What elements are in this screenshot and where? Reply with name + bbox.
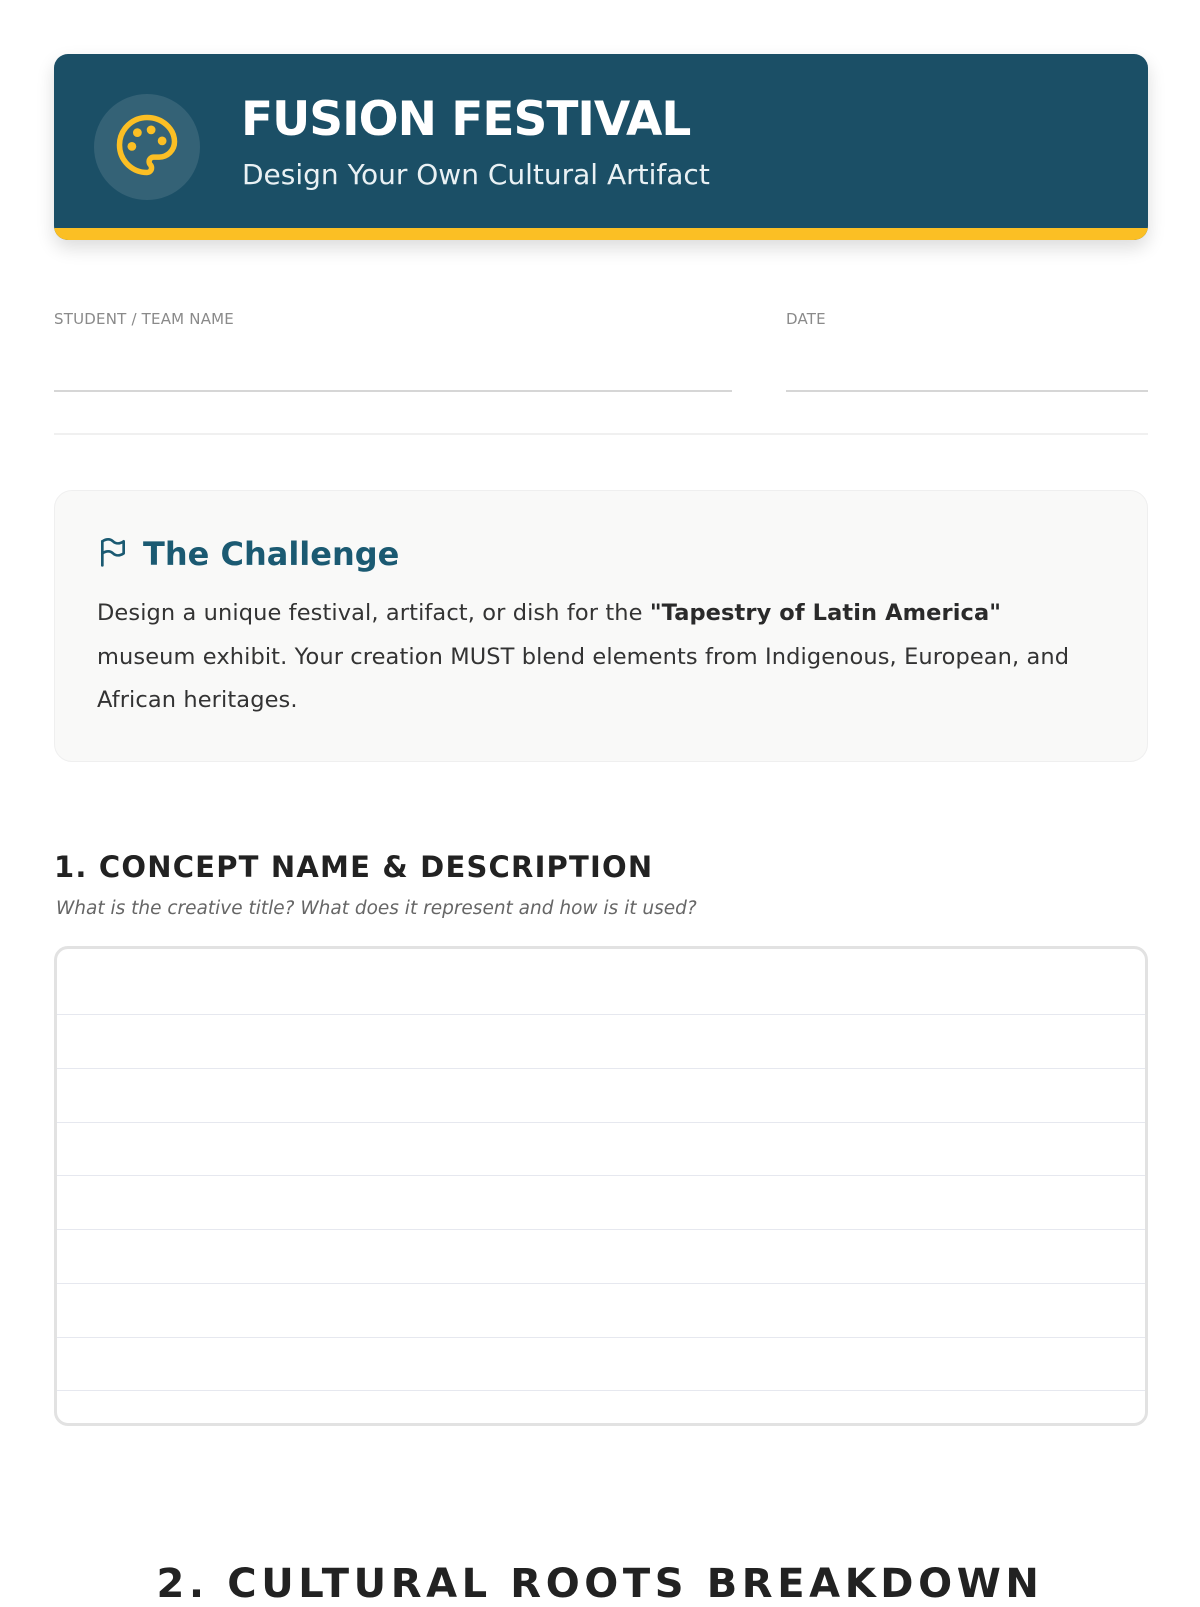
header-banner xyxy=(54,54,1148,240)
section-1-title: 1. CONCEPT NAME & DESCRIPTION xyxy=(54,850,654,884)
challenge-heading xyxy=(97,535,399,573)
date-field-label: DATE xyxy=(786,310,826,328)
concept-writing-area[interactable] xyxy=(54,946,1148,1426)
name-field[interactable] xyxy=(54,360,732,392)
ruled-line xyxy=(57,1283,1145,1284)
section-1-hint: What is the creative title? What does it represent and how is it used? xyxy=(56,898,697,919)
palette-icon xyxy=(114,112,180,182)
divider xyxy=(54,433,1148,435)
ruled-line xyxy=(57,1014,1145,1015)
exhibit-name: "Tapestry of Latin America" xyxy=(649,600,1002,626)
name-field-label: STUDENT / TEAM NAME xyxy=(54,310,234,328)
ruled-line xyxy=(57,1068,1145,1069)
challenge-title: The Challenge xyxy=(143,535,400,573)
flag-icon xyxy=(97,535,129,573)
ruled-line xyxy=(57,1175,1145,1176)
challenge-panel xyxy=(54,490,1148,762)
accent-stripe xyxy=(54,228,1148,240)
section-2-title: 2. CULTURAL ROOTS BREAKDOWN xyxy=(156,1561,1044,1607)
date-field[interactable] xyxy=(786,360,1148,392)
page-subtitle: Design Your Own Cultural Artifact xyxy=(242,158,710,191)
ruled-line xyxy=(57,1390,1145,1391)
ruled-line xyxy=(57,1229,1145,1230)
challenge-text-start: Design a unique festival, artifact, or dish for the xyxy=(97,600,650,626)
logo-badge xyxy=(94,94,200,200)
challenge-description xyxy=(97,592,1097,723)
ruled-line xyxy=(57,1122,1145,1123)
ruled-line xyxy=(57,1337,1145,1338)
challenge-text-end: museum exhibit. Your creation MUST blend elements from Indigenous, European, and African heritages. xyxy=(97,643,1070,713)
page-title: FUSION FESTIVAL xyxy=(241,92,691,147)
